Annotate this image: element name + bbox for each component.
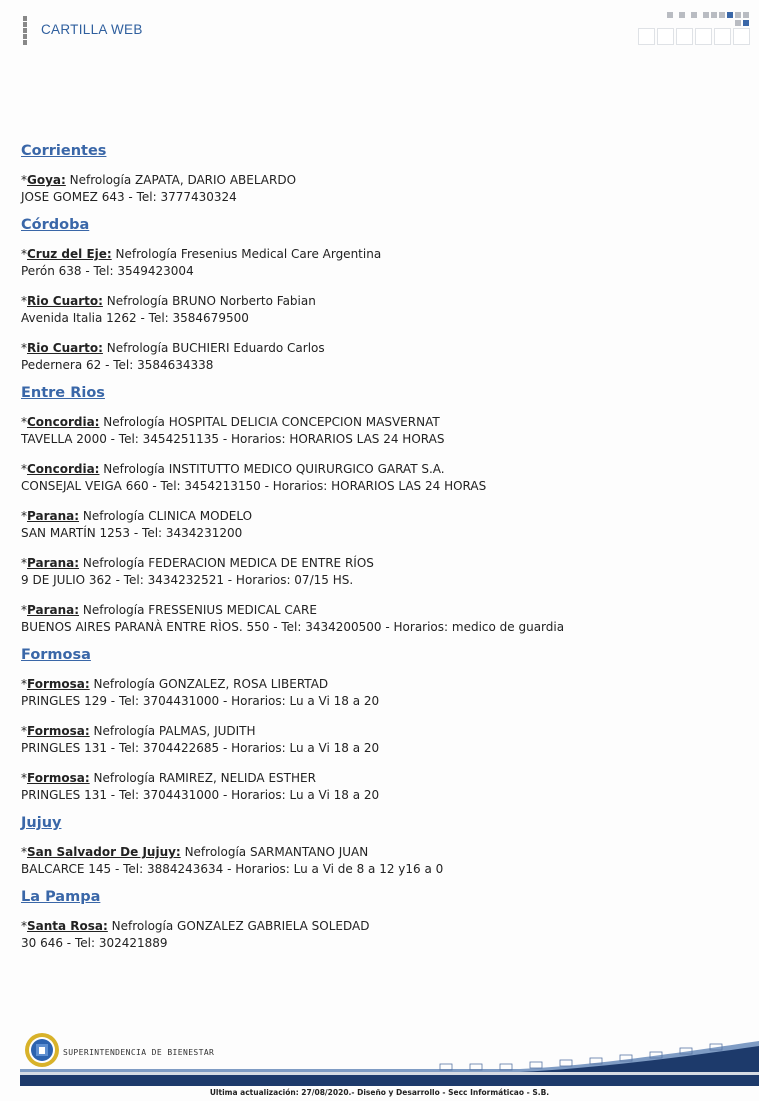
provider-entry bbox=[21, 414, 741, 448]
entry-city[interactable]: Concordia: bbox=[27, 462, 100, 476]
province-heading[interactable]: Formosa bbox=[21, 647, 91, 663]
decor-square bbox=[703, 12, 709, 18]
footer-update-note: Ultima actualización: 27/08/2020.- Diseño y Desarrollo - Secc Informáticao - S.B. bbox=[209, 1088, 550, 1097]
province-heading[interactable]: Córdoba bbox=[21, 217, 90, 233]
entry-description: Nefrología BRUNO Norberto Fabian bbox=[106, 294, 316, 308]
entry-asterisk: * bbox=[21, 677, 27, 691]
province-entries bbox=[21, 414, 741, 636]
entry-asterisk: * bbox=[21, 173, 27, 187]
province-section bbox=[21, 645, 741, 804]
entry-city[interactable]: Goya: bbox=[27, 173, 66, 187]
entry-description: Nefrología CLINICA MODELO bbox=[82, 509, 253, 523]
decor-box bbox=[657, 28, 674, 45]
province-section bbox=[21, 215, 741, 374]
entry-asterisk: * bbox=[21, 462, 27, 476]
seal-logo-icon bbox=[24, 1032, 60, 1068]
entry-asterisk: * bbox=[21, 771, 27, 785]
decor-square bbox=[679, 12, 685, 18]
province-entries bbox=[21, 246, 741, 374]
province-heading[interactable]: Corrientes bbox=[21, 143, 107, 159]
entry-description: Nefrología BUCHIERI Eduardo Carlos bbox=[106, 341, 325, 355]
province-section bbox=[21, 383, 741, 636]
entry-address: CONSEJAL VEIGA 660 - Tel: 3454213150 - Horarios: HORARIOS LAS 24 HORAS bbox=[21, 479, 487, 493]
entry-description: Nefrología ZAPATA, DARIO ABELARDO bbox=[69, 173, 297, 187]
entry-address: BUENOS AIRES PARANÀ ENTRE RÌOS. 550 - Tel: 3434200500 - Horarios: medico de guardia bbox=[21, 620, 565, 634]
province-heading[interactable]: Entre Rios bbox=[21, 385, 105, 401]
entry-address: PRINGLES 131 - Tel: 3704422685 - Horarios: Lu a Vi 18 a 20 bbox=[21, 741, 380, 755]
entry-description: Nefrología Fresenius Medical Care Argentina bbox=[115, 247, 382, 261]
provider-entry bbox=[21, 508, 741, 542]
entry-description: Nefrología FRESSENIUS MEDICAL CARE bbox=[82, 603, 317, 617]
decor-square bbox=[719, 12, 725, 18]
entry-description: Nefrología GONZALEZ, ROSA LIBERTAD bbox=[93, 677, 329, 691]
directory-list bbox=[21, 141, 741, 961]
entry-description: Nefrología INSTITUTTO MEDICO QUIRURGICO GARAT S.A. bbox=[103, 462, 445, 476]
provider-entry bbox=[21, 555, 741, 589]
entry-address: Avenida Italia 1262 - Tel: 3584679500 bbox=[21, 311, 249, 325]
decor-square bbox=[743, 20, 749, 26]
entry-asterisk: * bbox=[21, 556, 27, 570]
entry-description: Nefrología SARMANTANO JUAN bbox=[184, 845, 369, 859]
entry-city[interactable]: Parana: bbox=[27, 509, 80, 523]
provider-entry bbox=[21, 461, 741, 495]
entry-city[interactable]: Formosa: bbox=[27, 677, 90, 691]
entry-city[interactable]: Formosa: bbox=[27, 724, 90, 738]
decor-box bbox=[714, 28, 731, 45]
entry-asterisk: * bbox=[21, 509, 27, 523]
decor-square bbox=[691, 12, 697, 18]
decor-square bbox=[735, 20, 741, 26]
entry-asterisk: * bbox=[21, 341, 27, 355]
decor-box bbox=[676, 28, 693, 45]
entry-description: Nefrología GONZALEZ GABRIELA SOLEDAD bbox=[111, 919, 370, 933]
entry-city[interactable]: Santa Rosa: bbox=[27, 919, 108, 933]
decor-square bbox=[667, 12, 673, 18]
page-footer bbox=[0, 1022, 759, 1101]
entry-address: PRINGLES 129 - Tel: 3704431000 - Horarios: Lu a Vi 18 a 20 bbox=[21, 694, 380, 708]
entry-asterisk: * bbox=[21, 247, 27, 261]
entry-description: Nefrología RAMIREZ, NELIDA ESTHER bbox=[93, 771, 316, 785]
entry-city[interactable]: Parana: bbox=[27, 556, 80, 570]
entry-city[interactable]: Parana: bbox=[27, 603, 80, 617]
entry-address: 30 646 - Tel: 302421889 bbox=[21, 936, 168, 950]
entry-asterisk: * bbox=[21, 919, 27, 933]
province-heading[interactable]: Jujuy bbox=[21, 815, 62, 831]
province-section bbox=[21, 887, 741, 952]
provider-entry bbox=[21, 293, 741, 327]
entry-address: 9 DE JULIO 362 - Tel: 3434232521 - Horarios: 07/15 HS. bbox=[21, 573, 354, 587]
provider-entry bbox=[21, 246, 741, 280]
entry-description: Nefrología PALMAS, JUDITH bbox=[93, 724, 256, 738]
entry-address: BALCARCE 145 - Tel: 3884243634 - Horarios: Lu a Vi de 8 a 12 y16 a 0 bbox=[21, 862, 444, 876]
page-header bbox=[0, 0, 759, 60]
provider-entry bbox=[21, 723, 741, 757]
entry-address: SAN MARTÍN 1253 - Tel: 3434231200 bbox=[21, 526, 243, 540]
province-section bbox=[21, 813, 741, 878]
province-section bbox=[21, 141, 741, 206]
provider-entry bbox=[21, 676, 741, 710]
provinces-container bbox=[21, 141, 741, 952]
decor-square bbox=[743, 12, 749, 18]
decor-square bbox=[727, 12, 733, 18]
province-entries bbox=[21, 844, 741, 878]
decor-box bbox=[695, 28, 712, 45]
entry-city[interactable]: Concordia: bbox=[27, 415, 100, 429]
decor-square bbox=[735, 12, 741, 18]
footer-organization: SUPERINTENDENCIA DE BIENESTAR bbox=[63, 1048, 215, 1057]
entry-asterisk: * bbox=[21, 724, 27, 738]
entry-asterisk: * bbox=[21, 415, 27, 429]
entry-asterisk: * bbox=[21, 845, 27, 859]
entry-address: TAVELLA 2000 - Tel: 3454251135 - Horarios: HORARIOS LAS 24 HORAS bbox=[21, 432, 445, 446]
page-title: CARTILLA WEB bbox=[41, 22, 143, 37]
provider-entry bbox=[21, 172, 741, 206]
entry-asterisk: * bbox=[21, 603, 27, 617]
entry-city[interactable]: Rio Cuarto: bbox=[27, 341, 103, 355]
entry-asterisk: * bbox=[21, 294, 27, 308]
entry-city[interactable]: San Salvador De Jujuy: bbox=[27, 845, 181, 859]
entry-city[interactable]: Rio Cuarto: bbox=[27, 294, 103, 308]
provider-entry bbox=[21, 844, 741, 878]
entry-address: Pedernera 62 - Tel: 3584634338 bbox=[21, 358, 214, 372]
entry-address: Perón 638 - Tel: 3549423004 bbox=[21, 264, 194, 278]
entry-address: JOSE GOMEZ 643 - Tel: 3777430324 bbox=[21, 190, 237, 204]
provider-entry bbox=[21, 918, 741, 952]
header-accent-bar bbox=[23, 16, 27, 46]
province-entries bbox=[21, 172, 741, 206]
provider-entry bbox=[21, 602, 741, 636]
provider-entry bbox=[21, 770, 741, 804]
decor-box bbox=[733, 28, 750, 45]
decor-square bbox=[711, 12, 717, 18]
entry-description: Nefrología FEDERACION MEDICA DE ENTRE RÍOS bbox=[82, 556, 374, 570]
province-entries bbox=[21, 676, 741, 804]
province-heading[interactable]: La Pampa bbox=[21, 889, 101, 905]
entry-description: Nefrología HOSPITAL DELICIA CONCEPCION MASVERNAT bbox=[103, 415, 440, 429]
entry-city[interactable]: Cruz del Eje: bbox=[27, 247, 112, 261]
decor-box bbox=[638, 28, 655, 45]
province-entries bbox=[21, 918, 741, 952]
entry-address: PRINGLES 131 - Tel: 3704431000 - Horarios: Lu a Vi 18 a 20 bbox=[21, 788, 380, 802]
entry-city[interactable]: Formosa: bbox=[27, 771, 90, 785]
header-decoration bbox=[636, 8, 756, 48]
provider-entry bbox=[21, 340, 741, 374]
